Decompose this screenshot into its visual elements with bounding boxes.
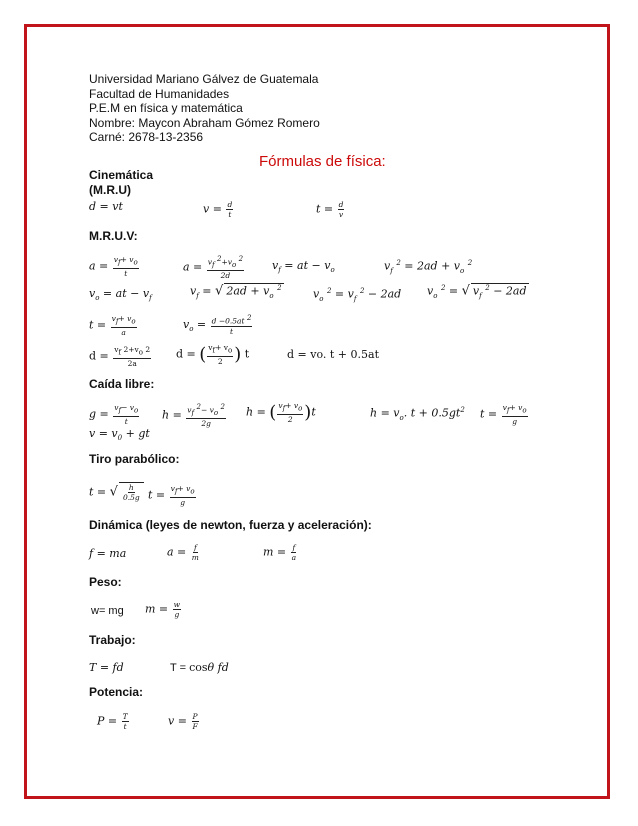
formula: t = $\frac{v_f+ v_o}{g}$ [480,403,527,426]
formula: $v_o$ = at − $v_f$ [89,287,152,303]
section-peso: Peso: [89,575,122,589]
section-dinamica: Dinámica (leyes de newton, fuerza y aceleración): [89,518,372,532]
formula: d = vt [89,200,123,213]
section-potencia: Potencia: [89,685,144,699]
formula: $v_o$ $^2 = v_f$ $^2$ − 2ad [313,287,402,303]
formula: f = ma [89,547,127,560]
section-cinematica: Cinemática [89,168,154,182]
formula: $v_f$ = √ $2ad + v_o$ $^2$ [190,283,282,300]
section-mruv: M.R.U.V: [89,229,138,243]
formula: h = $\frac{v_f ^2- v_o ^2}{2g}$ [162,403,225,428]
faculty-line: Facultad de Humanidades [89,86,230,101]
formula: a = $\frac{v_f ^2+v_o ^2}{2d}$ [183,255,244,280]
program-line: P.E.M en física y matemática [89,101,243,116]
formula: t = $\frac{v_f+ v_o}{g}$ [148,484,195,507]
formula: $v_f$ $^2 = 2ad + v_o$ $^2$ [384,259,473,275]
student-carne: Carné: 2678-13-2356 [89,130,204,145]
formula: d = $\frac{v_f 2+v_o 2}{2a}$ [89,345,151,368]
formula: T = cosθ fd [170,661,229,674]
formula: v = $\frac{d}{t}$ [203,200,233,219]
formula: $v_o$ = $\frac{d -0.5at ^2}{t}$ [183,314,252,336]
formula: d = vo. t + 0.5at [287,348,379,361]
formula: v = $\frac{P}{F}$ [168,712,198,731]
formula: h = ( $\frac{v_f+ v_o}{2}$ )t [246,401,316,424]
formula: t = $\frac{d}{v}$ [316,200,344,219]
formula: w= mg [91,605,124,617]
formula: d = ( $\frac{v_f+ v_o}{2}$ ) t [176,343,250,366]
page-title: Fórmulas de física: [259,153,386,170]
document-header [89,72,320,145]
formula: $v_o$ $^2$ = √ $v_f$ $^2$ − 2ad [427,283,527,300]
formula: P = $\frac{T}{t}$ [97,712,128,731]
student-name: Nombre: Maycon Abraham Gómez Romero [89,115,320,130]
formula: $v = v_0$ + gt [89,427,150,443]
formula: a = $\frac{v_f+ v_o}{t}$ [89,255,138,278]
formula: m = $\frac{f}{a}$ [263,543,297,562]
formula: a = $\frac{f}{m}$ [167,543,199,562]
section-tiro-parabolico: Tiro parabólico: [89,452,180,466]
formula: $h = v_o$. $t + 0.5gt^2$ [370,406,465,422]
formula: t = √ $\frac{h}{0.5g}$ [89,482,144,502]
formula: g = $\frac{v_f- v_o}{t}$ [89,403,139,426]
formula: m = $\frac{w}{g}$ [145,600,181,619]
formula: $v_f$ = at − $v_o$ [272,259,335,275]
section-caida-libre: Caída libre: [89,377,155,391]
formula: T = fd [89,661,124,674]
formula: t = $\frac{v_f+ v_o}{a}$ [89,314,136,337]
section-trabajo: Trabajo: [89,633,136,647]
university-line: Universidad Mariano Gálvez de Guatemala [89,72,319,86]
section-mru: (M.R.U) [89,183,131,197]
